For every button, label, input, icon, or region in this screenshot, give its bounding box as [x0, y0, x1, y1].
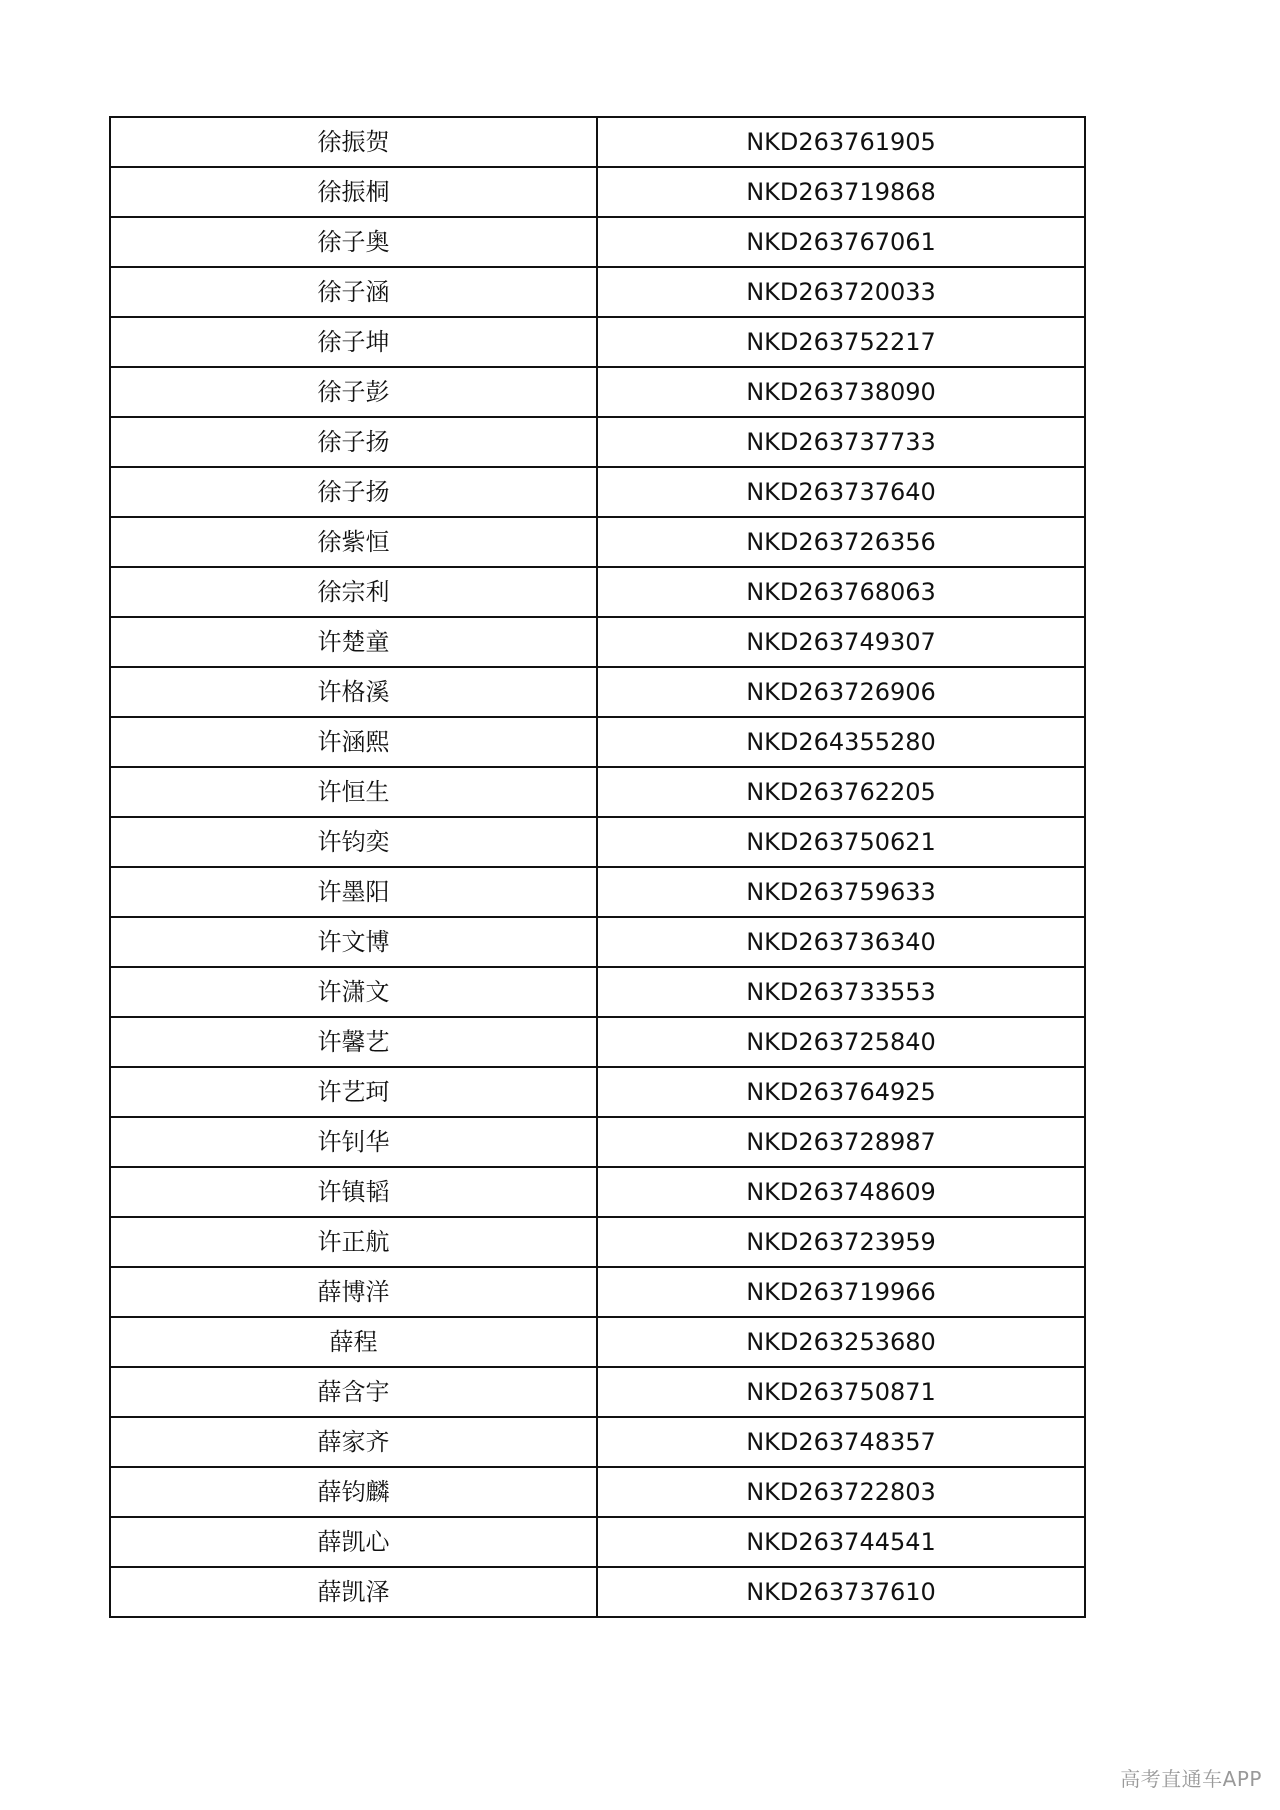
name-cell: 薛家齐 — [110, 1417, 597, 1467]
name-cell: 徐宗利 — [110, 567, 597, 617]
table-row — [110, 217, 1085, 267]
name-cell: 许潇文 — [110, 967, 597, 1017]
name-cell: 许艺珂 — [110, 1067, 597, 1117]
id-cell: NKD263749307 — [597, 617, 1085, 667]
id-cell: NKD263719966 — [597, 1267, 1085, 1317]
table-row — [110, 417, 1085, 467]
table-row — [110, 817, 1085, 867]
id-cell: NKD263737640 — [597, 467, 1085, 517]
id-cell: NKD263253680 — [597, 1317, 1085, 1367]
id-cell: NKD263728987 — [597, 1117, 1085, 1167]
id-cell: NKD263762205 — [597, 767, 1085, 817]
table-row — [110, 1017, 1085, 1067]
table-row — [110, 517, 1085, 567]
id-cell: NKD263737733 — [597, 417, 1085, 467]
name-cell: 许钧奕 — [110, 817, 597, 867]
table-row — [110, 117, 1085, 167]
table-row — [110, 1117, 1085, 1167]
id-cell: NKD263748357 — [597, 1417, 1085, 1467]
table-row — [110, 1367, 1085, 1417]
table-row — [110, 1567, 1085, 1617]
id-cell: NKD263748609 — [597, 1167, 1085, 1217]
table-row — [110, 317, 1085, 367]
table-row — [110, 467, 1085, 517]
name-cell: 许恒生 — [110, 767, 597, 817]
table-row — [110, 917, 1085, 967]
name-cell: 徐子彭 — [110, 367, 597, 417]
table-row — [110, 1217, 1085, 1267]
id-cell: NKD263737610 — [597, 1567, 1085, 1617]
table-row — [110, 767, 1085, 817]
id-cell: NKD263767061 — [597, 217, 1085, 267]
id-cell: NKD263722803 — [597, 1467, 1085, 1517]
name-cell: 徐紫恒 — [110, 517, 597, 567]
name-id-table — [109, 116, 1086, 1618]
name-cell: 薛含宇 — [110, 1367, 597, 1417]
table-row — [110, 867, 1085, 917]
name-cell: 许钊华 — [110, 1117, 597, 1167]
id-cell: NKD263759633 — [597, 867, 1085, 917]
table-row — [110, 1067, 1085, 1117]
id-cell: NKD263733553 — [597, 967, 1085, 1017]
name-cell: 徐子奥 — [110, 217, 597, 267]
id-cell: NKD263726356 — [597, 517, 1085, 567]
name-cell: 许正航 — [110, 1217, 597, 1267]
table-row — [110, 1517, 1085, 1567]
name-cell: 徐子涵 — [110, 267, 597, 317]
name-cell: 徐子坤 — [110, 317, 597, 367]
id-cell: NKD263723959 — [597, 1217, 1085, 1267]
id-cell: NKD264355280 — [597, 717, 1085, 767]
table-row — [110, 267, 1085, 317]
id-cell: NKD263752217 — [597, 317, 1085, 367]
name-cell: 薛凯心 — [110, 1517, 597, 1567]
name-cell: 许馨艺 — [110, 1017, 597, 1067]
id-cell: NKD263768063 — [597, 567, 1085, 617]
id-cell: NKD263750871 — [597, 1367, 1085, 1417]
table-row — [110, 167, 1085, 217]
name-cell: 徐振贺 — [110, 117, 597, 167]
name-cell: 许镇韬 — [110, 1167, 597, 1217]
watermark-text: 高考直通车APP — [1120, 1767, 1262, 1791]
name-cell: 许楚童 — [110, 617, 597, 667]
id-cell: NKD263750621 — [597, 817, 1085, 867]
table-row — [110, 567, 1085, 617]
name-cell: 徐子扬 — [110, 417, 597, 467]
id-cell: NKD263738090 — [597, 367, 1085, 417]
table-row — [110, 1417, 1085, 1467]
id-cell: NKD263726906 — [597, 667, 1085, 717]
name-cell: 薛钧麟 — [110, 1467, 597, 1517]
name-cell: 许格溪 — [110, 667, 597, 717]
table-row — [110, 717, 1085, 767]
table-row — [110, 967, 1085, 1017]
table-row — [110, 367, 1085, 417]
table-row — [110, 1317, 1085, 1367]
name-cell: 许墨阳 — [110, 867, 597, 917]
name-cell: 薛凯泽 — [110, 1567, 597, 1617]
id-cell: NKD263719868 — [597, 167, 1085, 217]
name-cell: 许文博 — [110, 917, 597, 967]
table-row — [110, 1167, 1085, 1217]
table-body — [110, 117, 1085, 1617]
name-cell: 徐子扬 — [110, 467, 597, 517]
id-cell: NKD263744541 — [597, 1517, 1085, 1567]
id-cell: NKD263720033 — [597, 267, 1085, 317]
name-cell: 薛博洋 — [110, 1267, 597, 1317]
table-row — [110, 1467, 1085, 1517]
table-row — [110, 667, 1085, 717]
id-cell: NKD263764925 — [597, 1067, 1085, 1117]
name-cell: 许涵熙 — [110, 717, 597, 767]
table-row — [110, 617, 1085, 667]
table-row — [110, 1267, 1085, 1317]
id-cell: NKD263725840 — [597, 1017, 1085, 1067]
name-cell: 徐振桐 — [110, 167, 597, 217]
name-cell: 薛程 — [110, 1317, 597, 1367]
id-cell: NKD263761905 — [597, 117, 1085, 167]
id-cell: NKD263736340 — [597, 917, 1085, 967]
